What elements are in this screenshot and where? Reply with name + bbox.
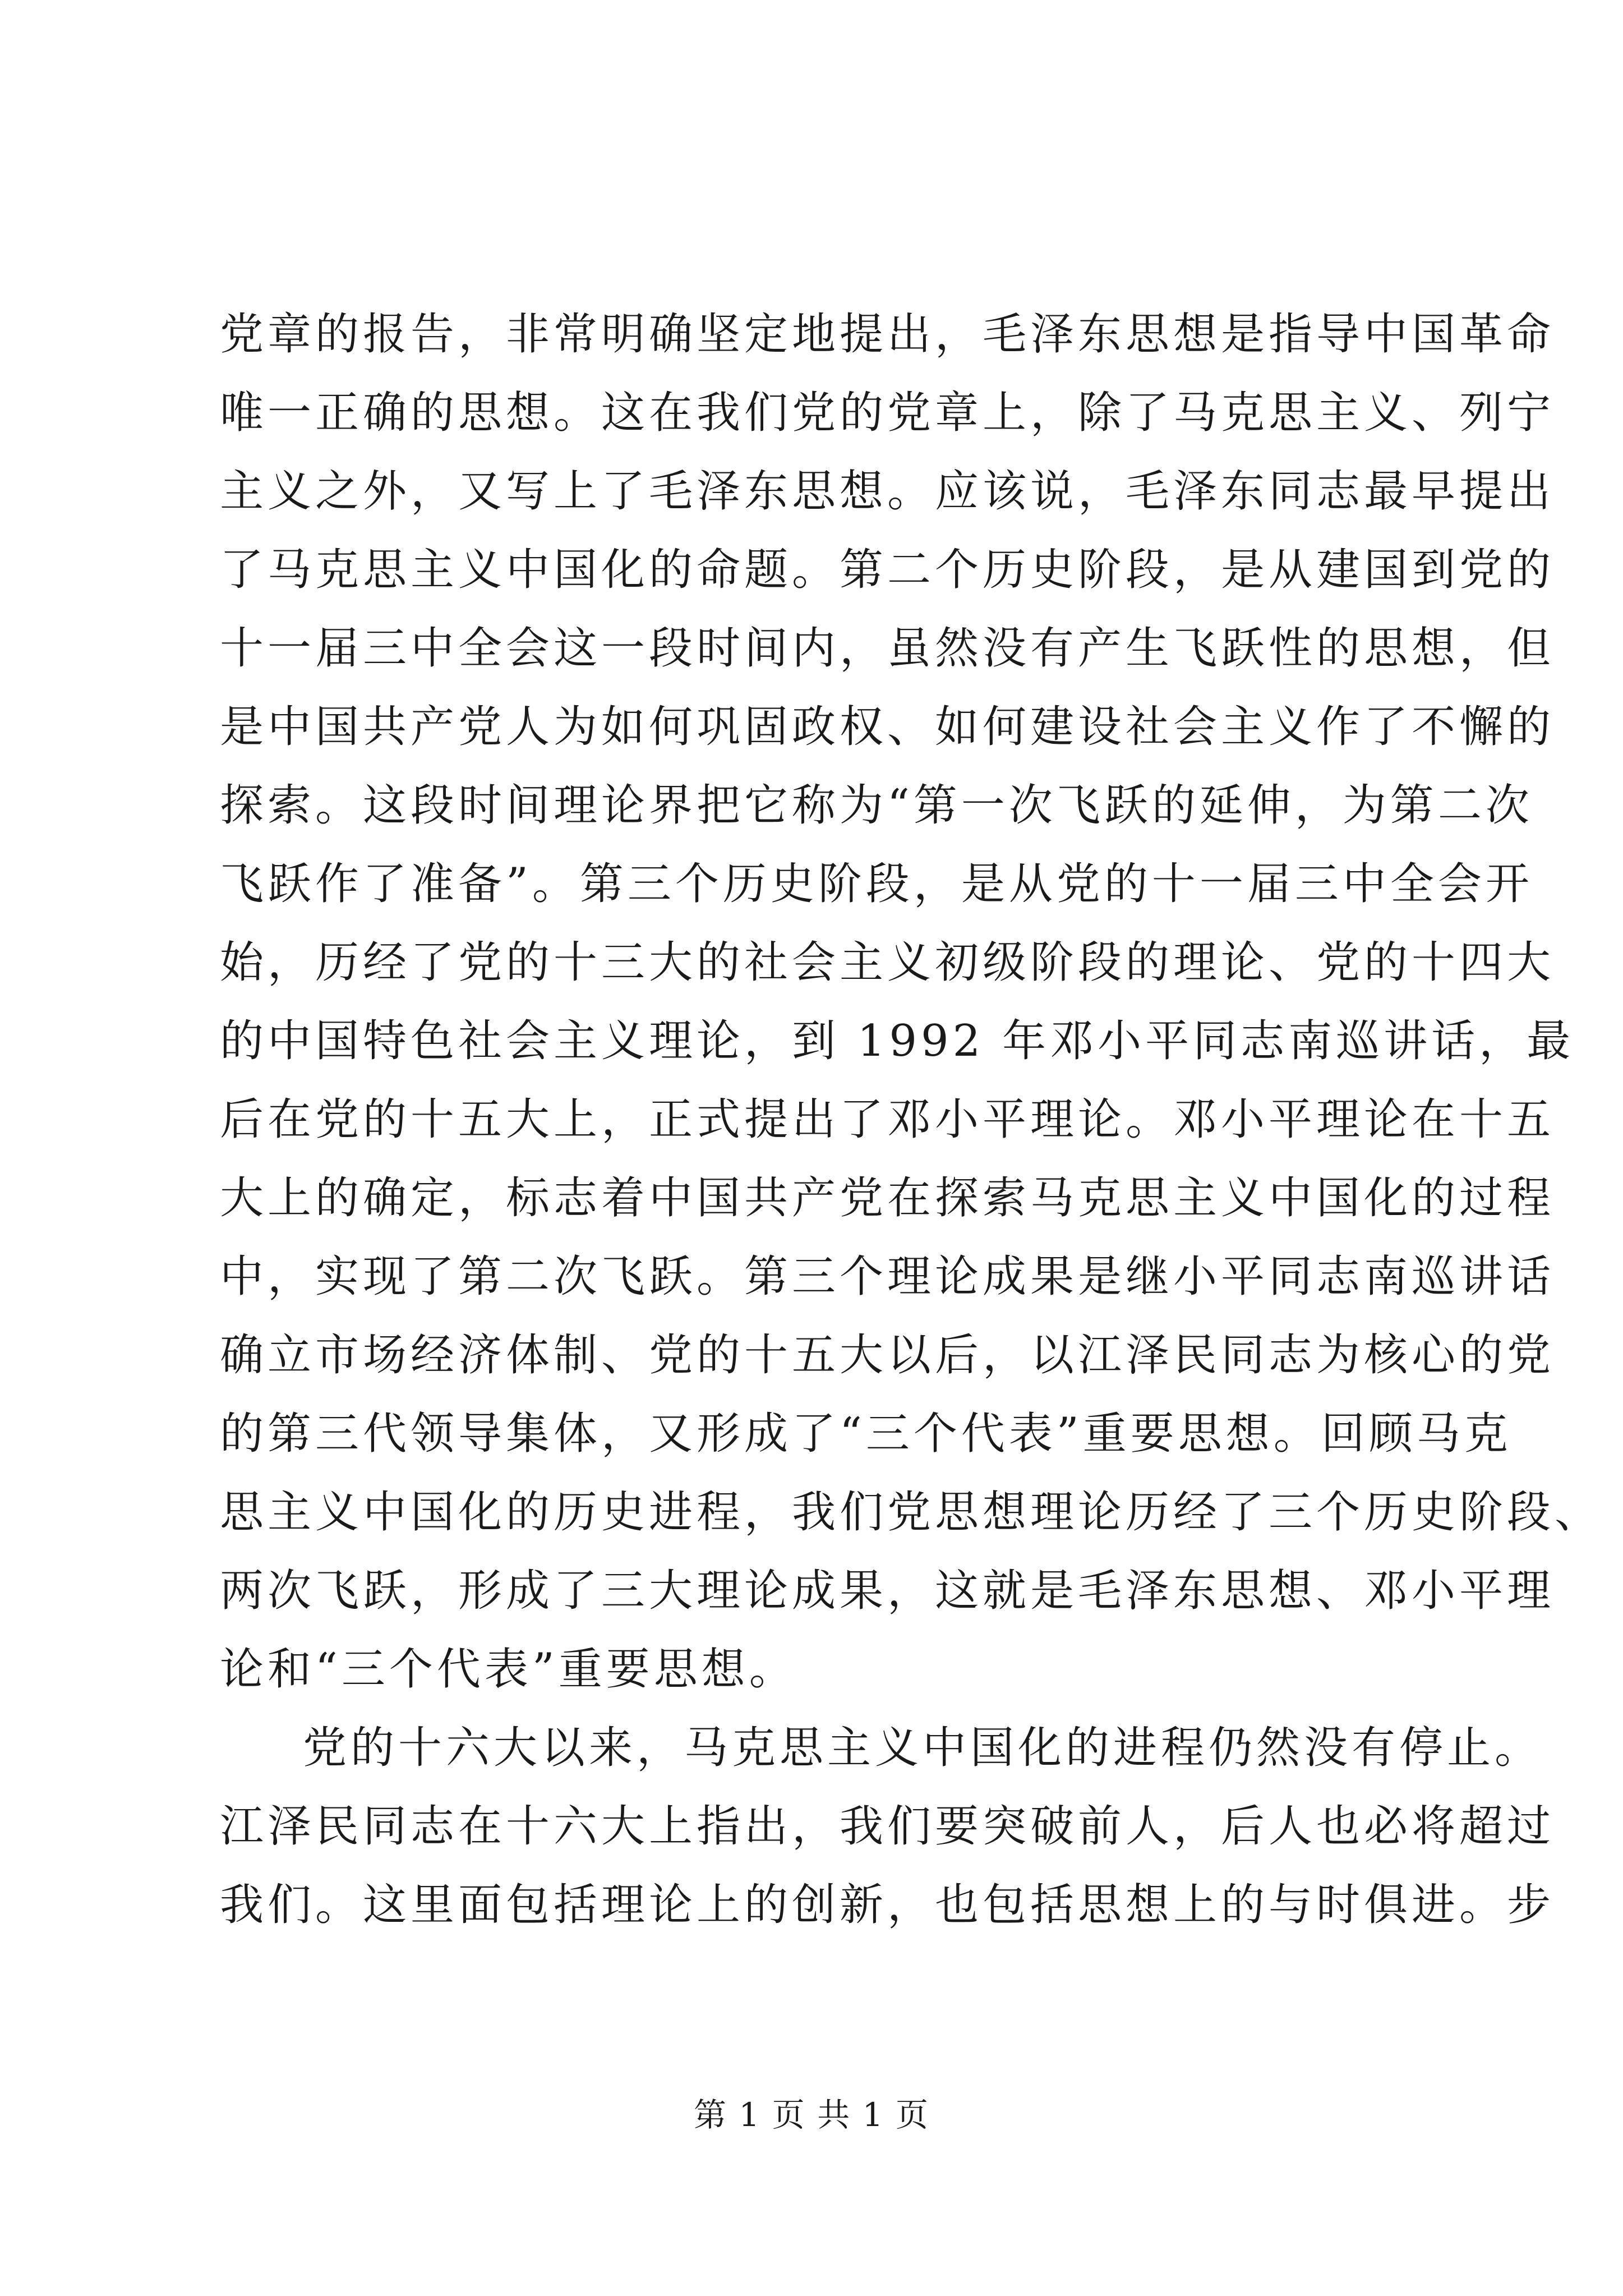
text-line: 十一届三中全会这一段时间内，虽然没有产生飞跃性的思想，但 xyxy=(220,623,1555,674)
text-line: 确立市场经济体制、党的十五大以后，以江泽民同志为核心的党 xyxy=(220,1330,1555,1381)
text-line: 江泽民同志在十六大上指出，我们要突破前人，后人也必将超过 xyxy=(220,1801,1555,1852)
text-line: 大上的确定，标志着中国共产党在探索马克思主义中国化的过程 xyxy=(220,1173,1555,1223)
text-line: 中，实现了第二次飞跃。第三个理论成果是继小平同志南巡讲话 xyxy=(220,1251,1555,1302)
text-line: 的第三代领导集体，又形成了“三个代表”重要思想。回顾马克 xyxy=(220,1409,1512,1459)
text-line: 论和“三个代表”重要思想。 xyxy=(220,1644,797,1695)
text-line: 我们。这里面包括理论上的创新，也包括思想上的与时俱进。步 xyxy=(220,1880,1555,1930)
paragraph-first-line: 党的十六大以来，马克思主义中国化的进程仍然没有停止。 xyxy=(303,1723,1543,1773)
text-line: 思主义中国化的历史进程，我们党思想理论历经了三个历史阶段、 xyxy=(220,1487,1603,1538)
text-line: 探索。这段时间理论界把它称为“第一次飞跃的延伸，为第二次 xyxy=(220,780,1533,831)
text-line: 的中国特色社会主义理论，到 1992 年邓小平同志南巡讲话，最 xyxy=(220,1016,1575,1066)
text-line: 了马克思主义中国化的命题。第二个历史阶段，是从建国到党的 xyxy=(220,545,1555,595)
text-line: 党章的报告，非常明确坚定地提出，毛泽东思想是指导中国革命 xyxy=(220,309,1555,360)
text-line: 是中国共产党人为如何巩固政权、如何建设社会主义作了不懈的 xyxy=(220,702,1555,752)
text-line: 始，历经了党的十三大的社会主义初级阶段的理论、党的十四大 xyxy=(220,937,1555,988)
text-line: 唯一正确的思想。这在我们党的党章上，除了马克思主义、列宁 xyxy=(220,388,1555,438)
text-line: 两次飞跃，形成了三大理论成果，这就是毛泽东思想、邓小平理 xyxy=(220,1566,1555,1616)
text-line: 飞跃作了准备”。第三个历史阶段，是从党的十一届三中全会开 xyxy=(220,859,1533,909)
text-line: 后在党的十五大上，正式提出了邓小平理论。邓小平理论在十五 xyxy=(220,1094,1555,1145)
page-footer: 第 1 页 共 1 页 xyxy=(694,2096,929,2134)
text-line: 主义之外，又写上了毛泽东思想。应该说，毛泽东同志最早提出 xyxy=(220,466,1555,517)
